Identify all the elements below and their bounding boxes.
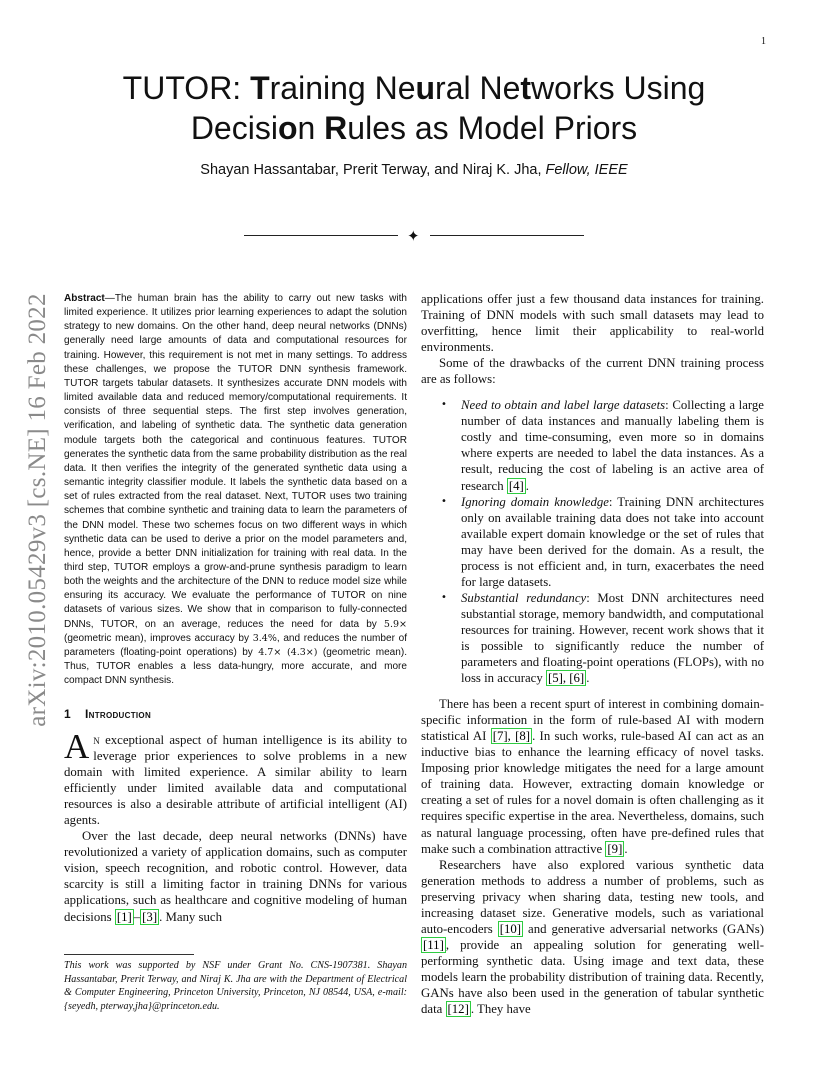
citation-link[interactable]: [5], [6] [547,671,585,686]
right-paragraph-4-text-a: Researchers have also explored various synthetic data generation methods to address a number of problems, such as preserving privacy when sharing data, testing new tools, and increasing dataset size. Generative models, such as variational auto-encoders [421,857,764,936]
author-suffix: Fellow, IEEE [545,162,628,178]
title-segment: ules as Model Priors [347,110,638,146]
title-segment: o [277,110,298,146]
abstract-dash: — [104,293,115,304]
intro-body [64,727,407,925]
title-segment: T [250,70,270,106]
citation-range-dash: – [133,909,141,924]
drawback-list-item [461,397,764,493]
title-segment: t [520,70,532,106]
drawback-text: : Most DNN architectures need substantial storage, memory bandwidth, and computational resources for training. However, recent work shows that it is possible to significantly reduce the number of parameters and floating-point operations (FLOPs), with no loss in accuracy [461,590,764,686]
abstract-text-3: , and reduces the number of parameters (floating-point operations) by [64,632,407,658]
abstract-value-accuracy: 3.4% [252,632,277,644]
divider-star-icon: ✦ [407,227,420,245]
title-line-1 [123,70,706,106]
paper-title [60,68,768,148]
intro-paragraph-2-end: . Many such [159,909,222,924]
title-segment: R [324,110,348,146]
drawback-list-item [461,590,764,686]
abstract-value-params: 4.7× (4.3×) [258,646,318,658]
intro-paragraph-2-text: Over the last decade, deep neural networks (DNNs) have revolutionized a variety of application domains, such as computer vision, speech recognition, and robotic control. However, data scarcity is still a limiting factor in training DNNs for various applications, such as healthcare and cognitive modeling of human decisions [64,829,407,924]
abstract-text-1: The human brain has the ability to carry out new tasks with limited experience. It utilizes prior learning experiences to adapt the solution strategy to new domains. On the other hand, deep neural networks (DNNs) generally need large amounts of data and computational resources for training. However, this requirement is not met in many settings. To address these challenges, we propose the TUTOR DNN synthesis framework. TUTOR targets tabular datasets. It synthesizes accurate DNN models with limited available data and reduced memory/computational requirements. It consists of three sequential steps. The first step involves generation, verification, and labeling of synthetic data. The synthetic data generation module targets both the categorical and continuous features. TUTOR generates the synthetic data from the same probability distribution as the real data. It then verifies the integrity of the generated synthetic data using a semantic integrity classifier module. It labels the synthetic data based on a set of rules extracted from the real dataset. Next, TUTOR uses two training schemes that combine synthetic and training data to learn the parameters of the DNN model. These two schemes focus on two different ways in which synthetic data can be used to derive a prior on the model parameters and, hence, provide a better DNN initialization for training with real data. In the third step, TUTOR employs a grow-and-prune synthesis paradigm to learn both the weights and the architecture of the DNN to reduce model size while ensuring its accuracy. We evaluate the performance of TUTOR on nine datasets of various sizes. We show that in comparison to fully-connected DNNs, TUTOR, on an average, reduces the need for data by [64,293,407,630]
right-paragraph-4 [421,857,764,1017]
intro-paragraph-1 [64,727,407,828]
right-paragraph-4-text-c: , provide an appealing solution for generating well-performing synthetic data. Using image and text data, these models learn the probability distribution of training data. Recently, GANs have also been used in the generation of tabular synthetic data [421,937,764,1017]
section-title: Introduction [84,707,152,721]
drawback-end: . [586,671,590,686]
title-divider [244,226,584,246]
divider-line-left [244,235,398,236]
title-segment: Decisi [190,110,278,146]
citation-link[interactable]: [12] [447,1002,469,1017]
title-line-2 [191,110,637,146]
title-segment: raining Ne [269,70,416,106]
drop-cap: A [64,727,90,766]
drawback-title: Ignoring domain knowledge [461,494,609,509]
intro-paragraph-2 [64,828,407,924]
drawback-text: : Training DNN architectures only on available training data does not take into account available expert domain knowledge or the set of rules that may have been derived for the domain. As a result, the process is not efficient and, in turn, exacerbates the need for large datasets. [461,494,764,589]
right-column [421,291,764,1017]
abstract-label: Abstract [64,293,105,304]
drawback-list [421,397,764,686]
drawback-list-item [461,494,764,590]
intro-paragraph-1-text: exceptional aspect of human intelligence is its ability to leverage prior experiences to solve problems in a new domain with limited experience. A similar ability to learn efficiently under limited available data and computational resources is also a desirable attribute of artificial intelligent (AI) agents. [64,733,407,828]
title-segment: works Using [531,70,706,106]
right-paragraph-4-text-d: . They have [470,1002,531,1017]
drawback-end: . [525,478,529,493]
abstract-text-4: (geometric mean). Thus, TUTOR enables a less data-hungry, more accurate, and more compact DNN synthesis. [64,646,407,687]
right-paragraph-4-text-b: and generative adversarial networks (GANs) [523,921,764,936]
title-segment: TUTOR: [122,70,251,106]
drawback-text: : Collecting a large number of data instances and manually labeling them is costly and time-consuming, even more so in domains where experts are needed to label the data instances. As a result, reducing the cost of labeling is an active area of research [461,398,764,493]
right-paragraph-3-text-d: . [624,841,628,856]
title-segment: ral Ne [435,70,521,106]
citation-link[interactable]: [9] [607,841,623,856]
title-segment: n [297,110,325,146]
page-number: 1 [761,36,766,47]
abstract [64,292,407,688]
arxiv-stamp-text: arXiv:2010.05429v3 [cs.NE] 16 Feb 2022 [24,293,52,727]
abstract-value-data: 5.9× [383,618,407,630]
right-paragraph-3-text-a: There has been a recent spurt of interest in combining domain-specific information in the form of rule-based AI with modern statistical AI [421,697,764,744]
intro-small-caps: n [93,733,100,747]
citation-link[interactable]: [3] [142,909,158,924]
citation-link[interactable]: [1] [116,909,132,924]
drawback-title: Substantial redundancy [461,590,587,605]
author-names: Shayan Hassantabar, Prerit Terway, and Niraj K. Jha, [200,162,546,178]
citation-link[interactable]: [4] [508,478,524,493]
right-paragraph-1: applications offer just a few thousand data instances for training. Training of DNN models with such small datasets may lead to overfitting, hence limit their applicability to real-world environments. [421,292,764,355]
section-number: 1 [64,707,71,721]
footnote-rule [64,954,194,955]
title-segment: u [415,70,436,106]
section-heading [64,707,151,721]
right-paragraph-3 [421,696,764,856]
arxiv-stamp [8,290,68,730]
citation-link[interactable]: [11] [423,937,444,952]
divider-line-right [430,235,584,236]
footnote: This work was supported by NSF under Grant No. CNS-1907381. Shayan Hassantabar, Prerit Terway, and Niraj K. Jha are with the Department of Electrical & Computer Engineering, Princeton University, Princeton, NJ 08544, USA, e-mail:{seyedh, pterway,jha}@princeton.edu. [64,960,407,1012]
citation-link[interactable]: [7], [8] [492,729,531,744]
author-list [60,162,768,178]
abstract-text-2: (geometric mean), improves accuracy by [64,632,253,644]
right-paragraph-2: Some of the drawbacks of the current DNN training process are as follows: [421,356,764,387]
right-paragraph-3-text-b: . In such works, rule-based AI can act as an inductive bias to enhance the learning efficacy of novel tasks. Imposing prior knowledge mitigates the need for a large amount of training data. However, extracting domain knowledge or creating a set of rules for a novel domain is often challenging as it requires specific expertise in the area. Nevertheless, domains, such as natural language processing, often have pre-defined rules that make such a combination attractive [421,729,764,856]
drawback-title: Need to obtain and label large datasets [461,398,666,413]
citation-link[interactable]: [10] [499,921,522,936]
